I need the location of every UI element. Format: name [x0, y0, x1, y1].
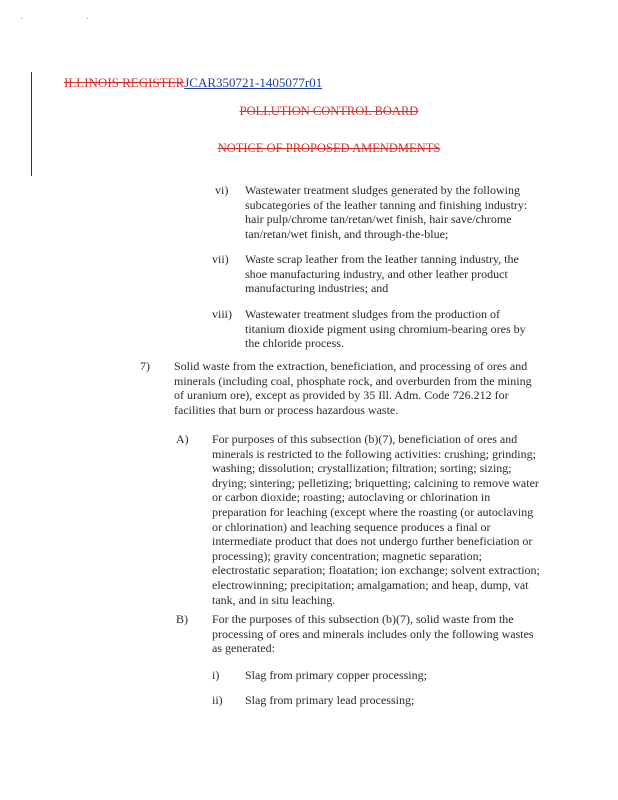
- item-label: 7): [140, 359, 150, 373]
- item-label: B): [176, 612, 188, 626]
- item-label: i): [212, 668, 220, 682]
- item-text: Slag from primary lead processing;: [245, 693, 415, 707]
- scan-specks: · ·: [20, 14, 120, 25]
- jcar-code: JCAR350721-1405077r01: [184, 75, 323, 90]
- item-label: viii): [212, 307, 232, 321]
- register-title-struck: ILLINOIS REGISTER: [64, 75, 185, 90]
- notice-title: NOTICE OF PROPOSED AMENDMENTS: [217, 141, 441, 155]
- item-text: For the purposes of this subsection (b)(7), solid waste from the processing of ores and minerals includes only the following wastes as generated:: [212, 612, 534, 656]
- item-text: For purposes of this subsection (b)(7), beneficiation of ores and minerals is restricted to the following activities: crushing; grinding; washing; dissolution; crystallization; filtration; sorting; sizing; drying; sintering; pelletizing; briquetting; calcining to remove water or carbon dioxide; roasting; autoclaving or chlorination in preparation for leaching (except where the roasting (or autoclaving or chlorination) and leaching sequence produces a final or intermediate product that does not undergo further beneficiation or processing); gravity concentration; magnetic separation; electrostatic separation; floatation; ion exchange; solvent extraction; electrowinning; precipitation; amalgamation; and heap, dump, vat tank, and in situ leaching.: [212, 432, 540, 607]
- item-text: Solid waste from the extraction, beneficiation, and processing of ores and minerals (including coal, phosphate rock, and overburden from the mining of uranium ore), except as provided by 35 Ill. Adm. Code 726.212 for facilities that burn or process hazardous waste.: [174, 359, 532, 417]
- item-text: Slag from primary copper processing;: [245, 668, 427, 682]
- item-text: Waste scrap leather from the leather tanning industry, the shoe manufacturing industry, and other leather product manufacturing industries; and: [245, 252, 519, 296]
- register-header: [64, 75, 322, 91]
- item-text: Wastewater treatment sludges generated by the following subcategories of the leather tanning and finishing industry: hair pulp/chrome tan/retan/wet finish, hair save/chrome tan/retan/wet finish, and through-the-blue;: [245, 183, 528, 241]
- item-label: vi): [215, 183, 229, 197]
- item-label: A): [176, 432, 189, 446]
- item-label: ii): [212, 693, 223, 707]
- change-bar: [31, 72, 32, 176]
- item-label: vii): [212, 252, 229, 266]
- board-title: POLLUTION CONTROL BOARD: [239, 104, 419, 118]
- item-text: Wastewater treatment sludges from the production of titanium dioxide pigment using chromium-bearing ores by the chloride process.: [245, 307, 526, 351]
